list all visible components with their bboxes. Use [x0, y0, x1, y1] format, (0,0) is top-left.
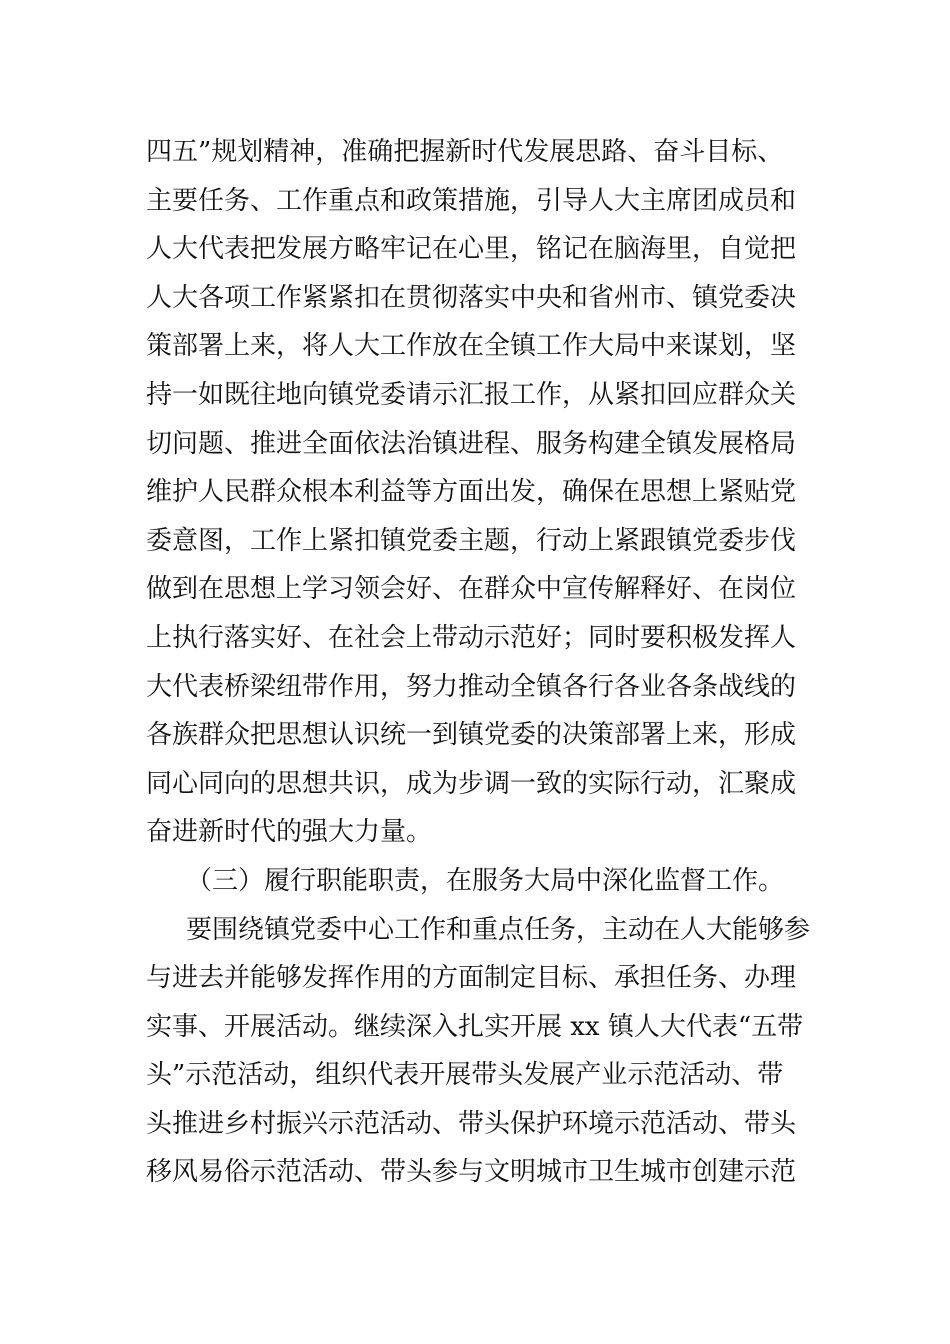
- text-line: 头”示范活动，组织代表开展带头发展产业示范活动、带: [146, 1060, 784, 1091]
- text-line: 与进去并能够发挥作用的方面制定目标、承担任务、办理: [146, 963, 797, 994]
- text-line: 主要任务、工作重点和政策措施，引导人大主席团成员和: [146, 185, 797, 216]
- text-line: 头推进乡村振兴示范活动、带头保护环境示范活动、带头: [146, 1108, 797, 1139]
- text-line: 人大各项工作紧紧扣在贯彻落实中央和省州市、镇党委决: [146, 282, 797, 313]
- text-line: 委意图，工作上紧扣镇党委主题，行动上紧跟镇党委步伐: [146, 525, 797, 556]
- text-line: 四五”规划精神，准确把握新时代发展思路、奋斗目标、: [146, 137, 784, 167]
- text-line: 奋进新时代的强大力量。: [146, 817, 433, 848]
- text-line: 人大代表把发展方略牢记在心里，铭记在脑海里，自觉把: [146, 234, 797, 265]
- text-line: 实事、开展活动。继续深入扎实开展 xx 镇人大代表“五带: [146, 1011, 804, 1042]
- text-line: 做到在思想上学习领会好、在群众中宣传解释好、在岗位: [146, 574, 797, 605]
- text-line: 切问题、推进全面依法治镇进程、服务构建全镇发展格局: [146, 428, 797, 459]
- text-line: 持一如既往地向镇党委请示汇报工作，从紧扣回应群众关: [146, 379, 797, 410]
- text-line: 上执行落实好、在社会上带动示范好；同时要积极发挥人: [146, 622, 797, 653]
- text-line: 要围绕镇党委中心工作和重点任务，主动在人大能够参: [186, 914, 811, 945]
- text-line: 移风易俗示范活动、带头参与文明城市卫生城市创建示范: [146, 1157, 797, 1188]
- text-line: 策部署上来，将人大工作放在全镇工作大局中来谋划，坚: [146, 331, 797, 362]
- text-line: 同心同向的思想共识，成为步调一致的实际行动，汇聚成: [146, 768, 797, 799]
- text-line: 各族群众把思想认识统一到镇党委的决策部署上来，形成: [146, 720, 797, 751]
- text-line: 维护人民群众根本利益等方面出发，确保在思想上紧贴党: [146, 477, 797, 508]
- text-line: 大代表桥梁纽带作用，努力推动全镇各行各业各条战线的: [146, 671, 797, 702]
- text-line: （三）履行职能职责，在服务大局中深化监督工作。: [186, 865, 785, 896]
- body-text: [146, 128, 816, 1197]
